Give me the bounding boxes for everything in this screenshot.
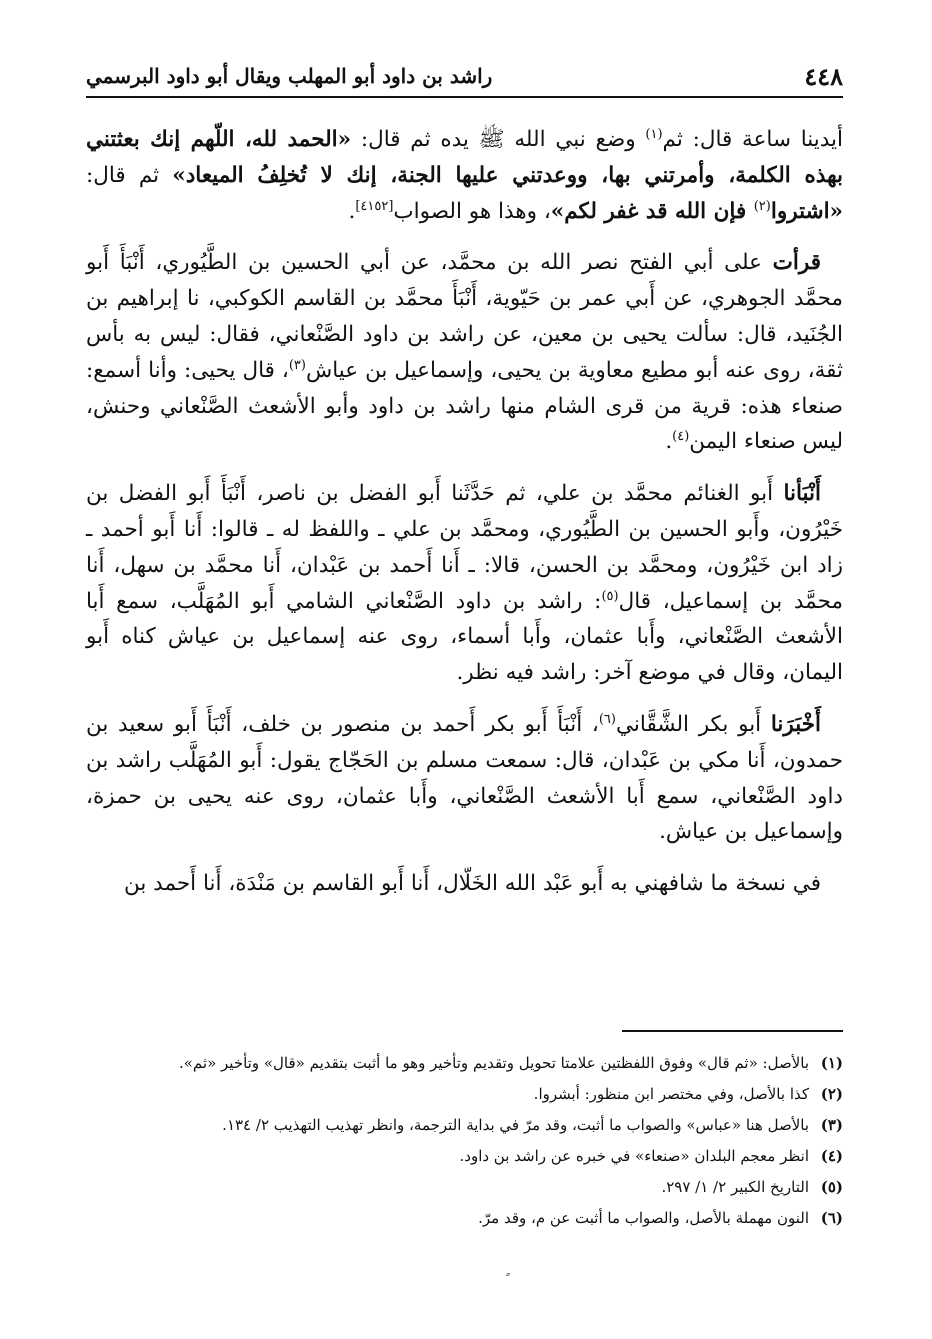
footnote-text: النون مهملة بالأصل، والصواب ما أثبت عن م، وقد مرّ. <box>478 1209 809 1227</box>
text-run: : راشد بن داود الصَّنْعاني الشامي أَبو المُهَلَّب، سمع أَبا الأشعث الصَّنْعاني، وأَبا عثمان، وأَبا أسماء، روى عنه إسماعيل بن عياش كناه أَبو اليمان، وقال في موضع آخر: راشد فيه نظر. <box>86 588 843 686</box>
footnote <box>86 1172 843 1203</box>
footnote <box>86 1110 843 1141</box>
footnote-text: بالأصل هنا «عباس» والصواب ما أثبت، وقد مرّ في بداية الترجمة، وانظر تهذيب التهذيب ٢/ ١٣٤. <box>222 1116 809 1134</box>
footnote-number: (٦) <box>820 1209 843 1227</box>
footnote-number: (٢) <box>820 1085 843 1103</box>
text-run: في نسخة ما شافهني به أَبو عَبْد الله الخَلّال، أَنا أَبو القاسم بن مَنْدَة، أَنا أَحمد بن <box>123 871 821 897</box>
footnote <box>86 1048 843 1079</box>
text-run: على أبي الفتح نصر الله بن محمَّد، عن أبي الحسين بن الطَّيُوري، أَنْبَأَ أَبو محمَّد الجوهري، عن أَبي عمر بن حَيّوية، أَنْبَأَ محمَّد بن القاسم الكوكبي، نا إبراهيم بن الجُنَيد، قال: سألت يحيى بن معين، عن راشد بن داود الصَّنْعاني، فقال: ليس به بأس ثقة، روى عنه أبو مطيع معاوية بن يحيى، وإسماعيل بن عياش <box>86 250 843 383</box>
main-text <box>86 122 843 902</box>
bold-text: أَخْبَرَنا <box>770 711 821 737</box>
footnote <box>86 1203 843 1234</box>
bold-text: أَنْبَأنا <box>783 481 821 507</box>
bold-text: فإن الله قد غفر لكم» <box>550 198 754 224</box>
footnote-text: بالأصل: «ثم قال» وفوق اللفظتين علامتا تحويل وتقديم وتأخير وهو ما أثبت بتقديم «قال» وتأخير «ثم». <box>178 1054 809 1072</box>
footnote-number: (٤) <box>820 1147 843 1165</box>
text-run: ، قال يحيى: وأنا أسمع: صنعاء هذه: قرية من قرى الشام منها راشد بن داود وأبو الأشعث الصَّنْعاني وحنش، ليس صنعاء اليمن <box>86 357 843 455</box>
footnote-ref: (٣) <box>288 357 306 373</box>
text-run: . <box>665 429 673 455</box>
paragraph <box>86 866 843 902</box>
text-run: ، وهذا هو الصواب <box>393 198 551 224</box>
footnote-separator <box>622 1030 843 1032</box>
footnote <box>86 1141 843 1172</box>
footnote-number: (١) <box>820 1054 843 1072</box>
running-title: راشد بن داود أبو المهلب ويقال أبو داود البرسمي <box>86 64 493 88</box>
text-run: ، أَنْبَأَ أَبو بكر أَحمد بن منصور بن خلف، أَنْبَأَ أَبو سعيد بن حمدون، أَنا مكي بن عَبْدان، قال: سمعت مسلم بن الحَجّاج يقول: أَبو المُهَلَّب راشد بن داود الصَّنْعاني، سمع أَبا الأشعث الصَّنْعاني، وأَبا عثمان، روى عنه يحيى بن حمزة، وإسماعيل بن عياش. <box>86 711 843 845</box>
bold-text: قرأت <box>772 250 821 276</box>
bold-text: «الحمد لله، اللّهم إنك بعثتني بهذه الكلمة، وأمرتني بها، ووعدتني عليها الجنة، إنك لا تُخلِفُ الميعاد» <box>86 127 843 188</box>
running-head <box>86 62 843 98</box>
footnote-text: كذا بالأصل، وفي مختصر ابن منظور: أبشروا. <box>533 1085 809 1103</box>
footnote-ref: (٢) <box>753 198 771 214</box>
footnote-text: التاريخ الكبير ٢/ ١/ ٢٩٧. <box>661 1178 809 1196</box>
footnote-ref: (١) <box>645 126 663 142</box>
paragraph <box>86 245 843 460</box>
paragraph <box>86 476 843 691</box>
text-run: . <box>348 198 356 224</box>
text-run: وضع نبي الله ﷺ يده ثم قال: <box>351 127 646 152</box>
text-run: أَبو الغنائم محمَّد بن علي، ثم حَدَّثَنا أَبو الفضل بن ناصر، أَنْبَأَ أَبو الفضل بن خَيْرُون، وأَبو الحسين بن الطَّيُوري، ومحمَّد بن علي ـ واللفظ له ـ قالوا: أَنا أَبو أحمد ـ زاد ابن خَيْرُون، ومحمَّد بن الحسن، قالا: ـ أَنا أَحمد بن عَبْدان، أَنا محمَّد بن سهل، أَنا محمَّد بن إسماعيل، قال <box>86 481 843 614</box>
text-run: أَبو بكر الشَّقَّاني <box>615 711 771 737</box>
text-run: أيدينا ساعة قال: ثم <box>662 127 843 152</box>
footnote-number: (٥) <box>820 1178 843 1196</box>
footnote-ref: [٤١٥٢] <box>355 198 394 214</box>
paragraph <box>86 122 843 229</box>
paragraph <box>86 707 843 850</box>
text-run: ثم قال: <box>86 162 173 188</box>
footnote <box>86 1079 843 1110</box>
footnote-text: انظر معجم البلدان «صنعاء» في خبره عن راشد بن داود. <box>459 1147 809 1165</box>
footnote-ref: (٦) <box>598 711 616 727</box>
footnote-ref: (٤) <box>672 429 690 445</box>
footnote-number: (٣) <box>820 1116 843 1134</box>
footnotes <box>86 1048 843 1234</box>
footnote-ref: (٥) <box>601 588 619 604</box>
page-number: ٤٤٨ <box>804 62 843 91</box>
bold-text: «اشتروا <box>770 198 843 224</box>
